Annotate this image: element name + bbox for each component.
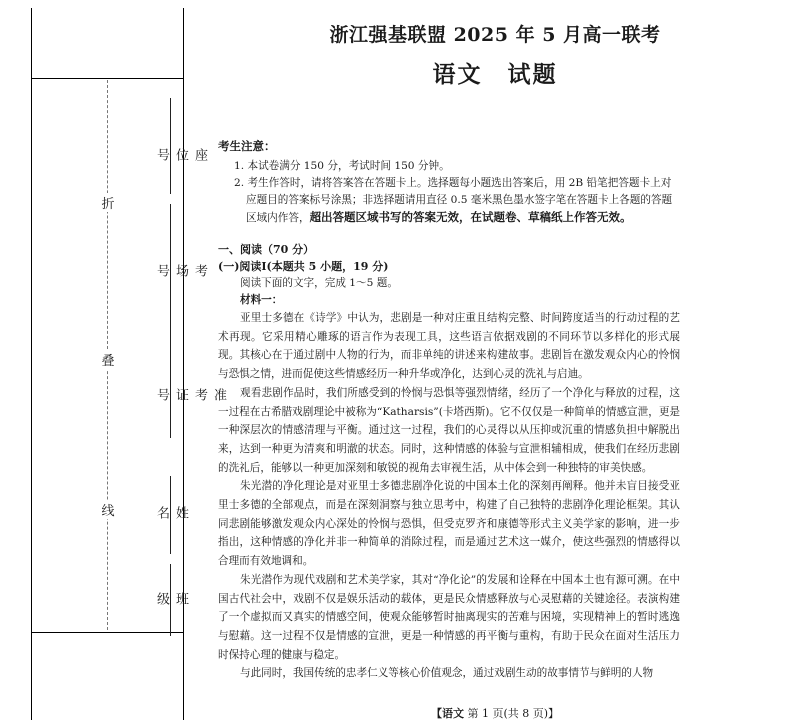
notice-item-2-text: 2. 考生作答时，请将答案答在答题卡上。选择题每小题选出答案后，用 2B 铅笔把答题卡上对应题目的答案标号涂黑；非选择题请用直径 0.5 毫米黑色墨水签字笔在答题卡上各题的答题区域内作答，	[234, 177, 673, 224]
notice-item-1: 1. 本试卷满分 150 分，考试时间 150 分钟。	[234, 160, 450, 172]
name-line	[170, 476, 171, 554]
fold-char-zhe: 折	[101, 193, 115, 212]
binding-margin	[0, 0, 226, 726]
paragraph: 朱光潜的净化理论是对亚里士多德悲剧净化说的中国本土化的深刻再阐释。他并未盲目接受亚里士多德的全部观点，而是在深刻洞察与独立思考中，构建了自己独特的悲剧净化理论框架。其认同悲剧能够激发观众内心深处的怜悯与恐惧，但受克罗齐和康德等形式主义美学家的影响，进一步指出，这种情感的净化并非一种简单的消除过程，而是通过艺术这一媒介，使这些强烈的情感得以合理而有效地调和。	[218, 480, 680, 568]
reading-instruction: 阅读下面的文字，完成 1～5 题。	[240, 277, 398, 289]
subsection-title: (一)阅读Ⅰ(本题共 5 小题，19 分)	[218, 260, 389, 273]
admission-number-label: 准考证号	[154, 388, 226, 402]
fold-char-die: 叠	[101, 350, 115, 369]
binding-border-right	[183, 8, 184, 720]
notice-item-2	[218, 175, 680, 227]
paragraph: 与此同时，我国传统的忠孝仁义等核心价值观念，通过戏剧生动的故事情节与鲜明的人物	[240, 667, 654, 680]
footer-page-number: 第 1 页(共 8 页)】	[467, 707, 560, 720]
section-title: 一、阅读（70 分）	[218, 243, 315, 256]
page-footer	[190, 705, 800, 721]
name-label: 姓名	[154, 506, 188, 520]
subject-title: 语文 试题	[432, 61, 558, 88]
seat-number-label: 座位号	[154, 148, 207, 162]
exam-content	[218, 138, 680, 683]
notice-title: 考生注意：	[218, 139, 276, 153]
admission-number-line	[170, 308, 171, 438]
paragraph: 朱光潜作为现代戏剧和艺术美学家，其对“净化论”的发展和诠释在中国本土也有源可溯。在中国古代社会中，戏剧不仅是娱乐活动的载体，更是民众情感释放与心灵慰藉的关键途径。表演构建了一个虚拟而又真实的情感空间，使观众能够暂时抽离现实的苦难与困境，实现精神上的暂时逃逸与慰藉。这一过程不仅是情感的宣泄，更是一种情感的再平衡与重构，有助于民众在面对生活压力时保持心理的健康与稳定。	[218, 573, 680, 661]
footer-subject: 【语文	[430, 707, 464, 720]
paragraph: 观看悲剧作品时，我们所感受到的怜悯与恐惧等强烈情绪，经历了一个净化与释放的过程，这一过程在古希腊戏剧理论中被称为“Katharsis”(卡塔西斯)。它不仅仅是一种简单的情感宣泄，更是一种深层次的情感清理与平衡。通过这一过程，我们的心灵得以从压抑或沉重的情感负担中解脱出来，达到一种更为清爽和明澈的状态。同时，这种情感的体验与宣泄相辅相成，使我们在经历悲剧的洗礼后，能够以一种更加深刻和敏锐的视角去审视生活，从中体会到一种独特的审美快感。	[218, 386, 681, 474]
binding-border-bottom	[31, 632, 184, 633]
paragraph: 亚里士多德在《诗学》中认为，悲剧是一种对庄重且结构完整、时间跨度适当的行动过程的艺术再现。它采用精心雕琢的语言作为表现工具，这些语言依据戏剧的不同环节以多样化的形式展现。其核心在于通过剧中人物的行为，而非单纯的讲述来构建故事。悲剧旨在激发观众内心的怜悯与恐惧之情，进而促使这些情感经历一种升华或净化，达到心灵的洗礼与启迪。	[218, 312, 680, 381]
class-line	[170, 564, 171, 636]
exam-room-label: 考场号	[154, 264, 207, 278]
seat-number-line	[170, 98, 171, 194]
notice-item-2-emphasis: 超出答题区域书写的答案无效，在试题卷、草稿纸上作答无效。	[309, 210, 632, 224]
class-label: 班级	[154, 592, 188, 606]
material-title: 材料一：	[240, 294, 283, 306]
binding-border-left	[31, 8, 32, 720]
fold-char-xian: 线	[101, 500, 115, 519]
exam-room-line	[170, 204, 171, 312]
exam-title: 浙江强基联盟 2025 年 5 月高一联考	[329, 24, 661, 46]
binding-border-top	[31, 78, 184, 79]
